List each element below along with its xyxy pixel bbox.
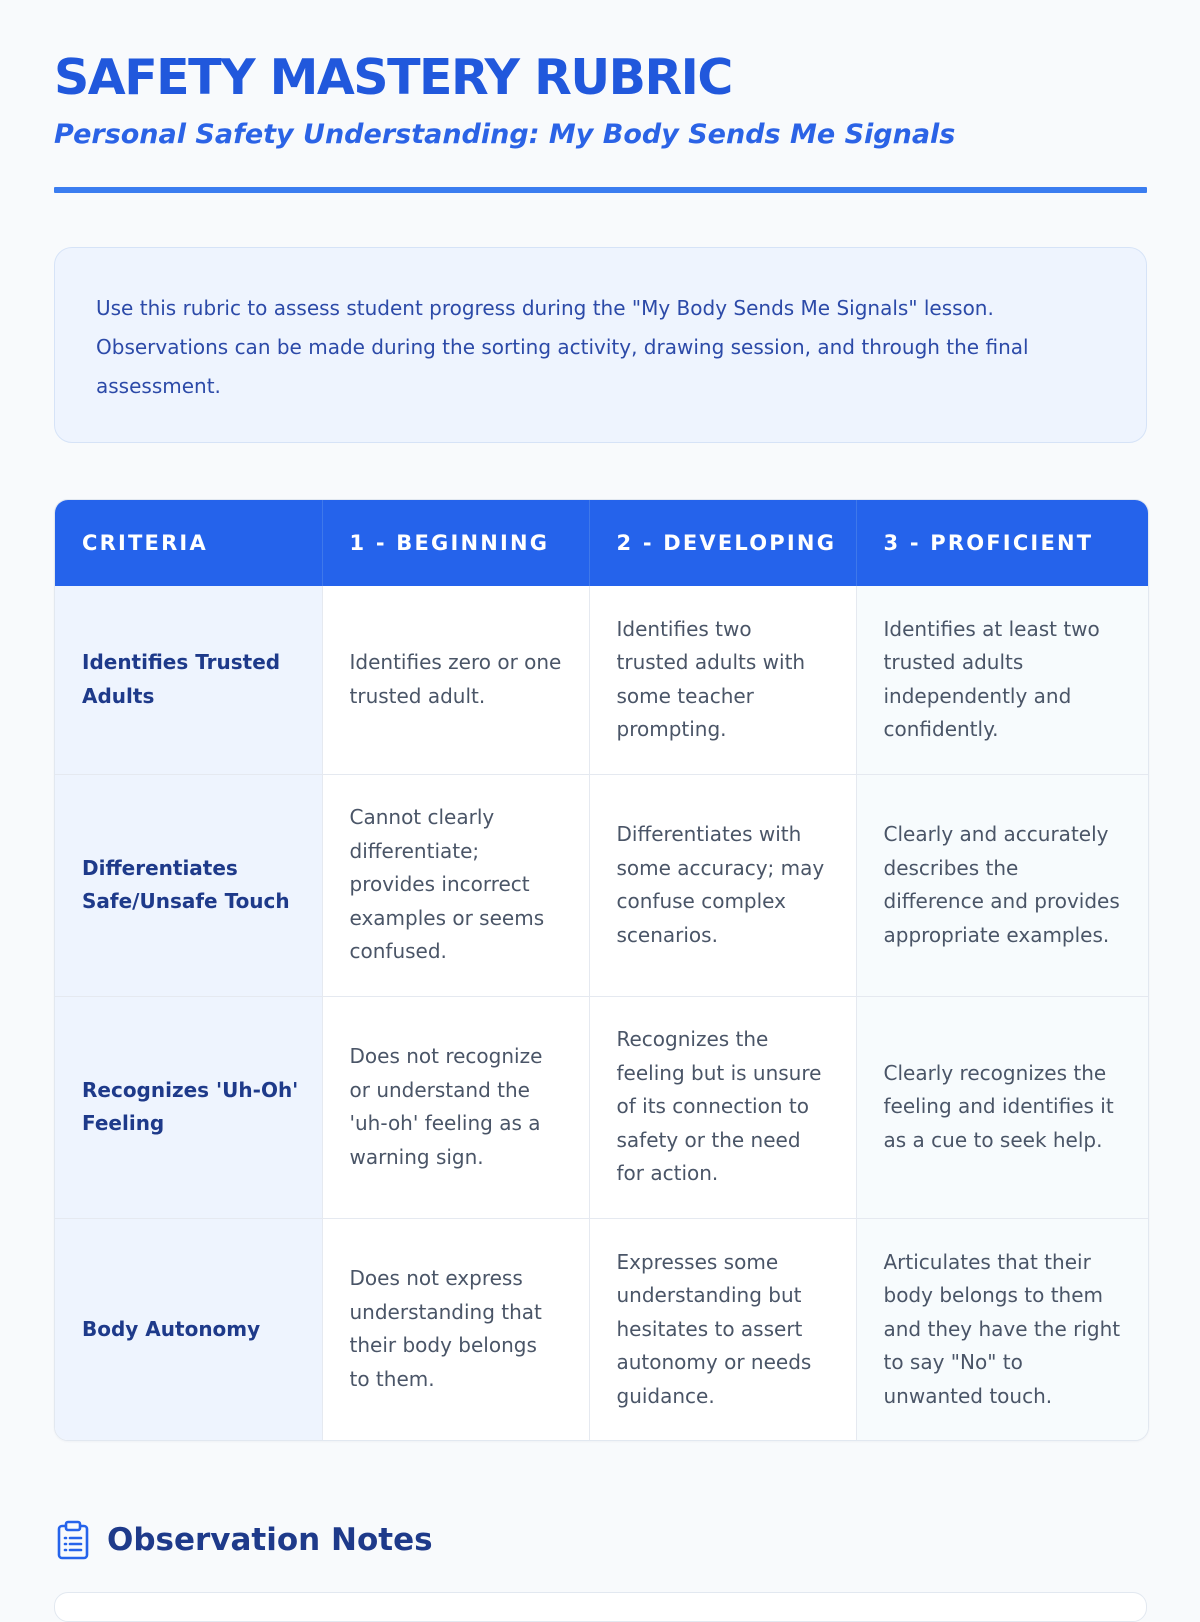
column-header-developing: 2 - DEVELOPING (589, 500, 856, 586)
observation-notes-box (54, 1592, 1147, 1622)
header-divider (54, 187, 1147, 193)
beginning-cell: Cannot clearly differentiate; provides incorrect examples or seems confused. (322, 774, 589, 996)
beginning-cell: Does not recognize or understand the 'uh-oh' feeling as a warning sign. (322, 996, 589, 1218)
beginning-cell: Identifies zero or one trusted adult. (322, 586, 589, 774)
page-title: SAFETY MASTERY RUBRIC (54, 49, 732, 106)
criteria-cell: Identifies Trusted Adults (55, 586, 322, 774)
proficient-cell: Clearly and accurately describes the difference and provides appropriate examples. (856, 774, 1148, 996)
rubric-table (55, 500, 1148, 1440)
table-row (55, 1218, 1148, 1440)
table-row (55, 774, 1148, 996)
column-header-criteria: CRITERIA (55, 500, 322, 586)
page-subtitle: Personal Safety Understanding: My Body Sends Me Signals (54, 119, 956, 150)
table-row (55, 586, 1148, 774)
developing-cell: Identifies two trusted adults with some teacher prompting. (589, 586, 856, 774)
criteria-cell: Body Autonomy (55, 1218, 322, 1440)
proficient-cell: Articulates that their body belongs to them and they have the right to say "No" to unwanted touch. (856, 1218, 1148, 1440)
observation-notes-heading (54, 1520, 433, 1560)
criteria-cell: Recognizes 'Uh-Oh' Feeling (55, 996, 322, 1218)
clipboard-icon (54, 1520, 92, 1560)
table-row (55, 996, 1148, 1218)
developing-cell: Recognizes the feeling but is unsure of its connection to safety or the need for action. (589, 996, 856, 1218)
intro-text: Use this rubric to assess student progress during the "My Body Sends Me Signals" lesson. Observations can be made during the sorting activity, drawing session, and through the final assessment. (96, 296, 1029, 398)
observation-notes-title: Observation Notes (107, 1521, 433, 1558)
developing-cell: Differentiates with some accuracy; may confuse complex scenarios. (589, 774, 856, 996)
column-header-proficient: 3 - PROFICIENT (856, 500, 1148, 586)
criteria-cell: Differentiates Safe/Unsafe Touch (55, 774, 322, 996)
rubric-table-container (54, 499, 1149, 1441)
developing-cell: Expresses some understanding but hesitates to assert autonomy or needs guidance. (589, 1218, 856, 1440)
beginning-cell: Does not express understanding that their body belongs to them. (322, 1218, 589, 1440)
rubric-header-row (55, 500, 1148, 586)
proficient-cell: Identifies at least two trusted adults independently and confidently. (856, 586, 1148, 774)
column-header-beginning: 1 - BEGINNING (322, 500, 589, 586)
proficient-cell: Clearly recognizes the feeling and identifies it as a cue to seek help. (856, 996, 1148, 1218)
intro-callout (54, 247, 1147, 443)
